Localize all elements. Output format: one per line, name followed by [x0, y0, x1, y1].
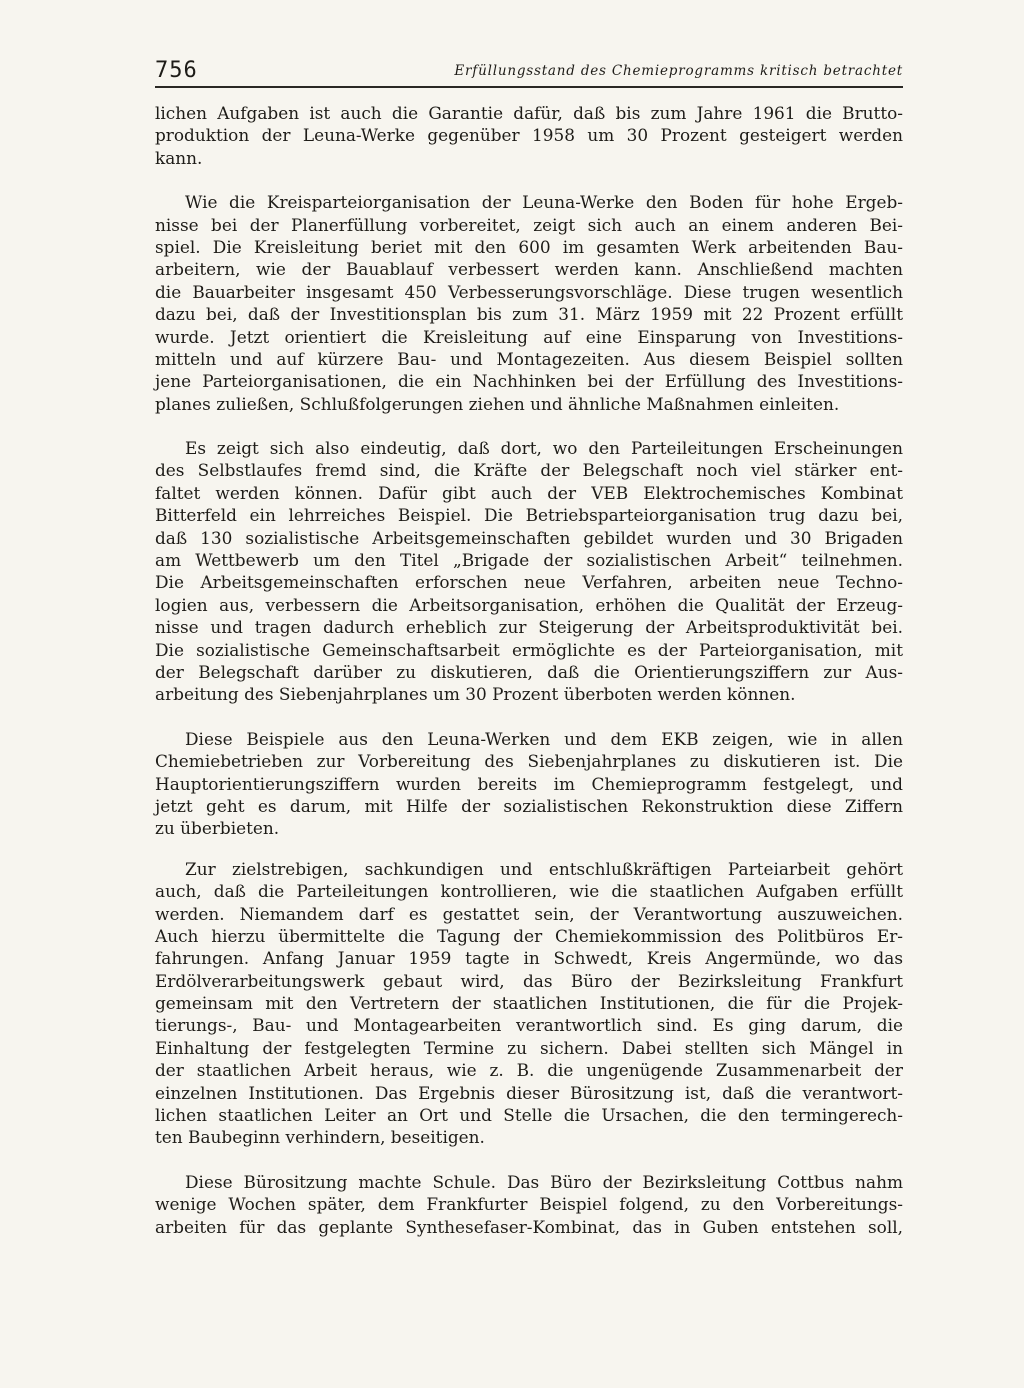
paragraph-6	[155, 1171, 903, 1238]
text-line: spiel. Die Kreisleitung beriet mit den 600 im gesamten Werk arbeitenden Bau-	[155, 236, 903, 257]
text-line: Diese Bürositzung machte Schule. Das Büro der Bezirksleitung Cottbus nahm	[185, 1171, 903, 1192]
text-line: des Selbstlaufes fremd sind, die Kräfte der Belegschaft noch viel stärker ent-	[155, 460, 903, 481]
text-line: werden. Niemandem darf es gestattet sein, der Verantwortung auszuweichen.	[155, 903, 903, 924]
paragraph-3	[155, 437, 903, 706]
running-title: Erfüllungsstand des Chemieprogramms kritisch betrachtet	[454, 63, 903, 79]
text-line: nisse und tragen dadurch erheblich zur Steigerung der Arbeitsproduktivität bei.	[155, 617, 903, 638]
text-line: arbeitung des Siebenjahrplanes um 30 Prozent überboten werden können.	[155, 684, 796, 705]
text-line: die Bauarbeiter insgesamt 450 Verbesserungsvorschläge. Diese trugen wesentlich	[155, 281, 903, 302]
text-line: fahrungen. Anfang Januar 1959 tagte in Schwedt, Kreis Angermünde, wo das	[155, 948, 903, 969]
text-line: nisse bei der Planerfüllung vorbereitet, zeigt sich auch an einem anderen Bei-	[155, 214, 903, 235]
text-line: Auch hierzu übermittelte die Tagung der Chemiekommission des Politbüros Er-	[155, 925, 903, 946]
text-line: faltet werden können. Dafür gibt auch der VEB Elektrochemisches Kombinat	[155, 482, 903, 503]
text-line: ten Baubeginn verhindern, beseitigen.	[155, 1127, 485, 1148]
text-line: am Wettbewerb um den Titel „Brigade der sozialistischen Arbeit“ teilnehmen.	[155, 550, 903, 571]
text-line: Die sozialistische Gemeinschaftsarbeit ermöglichte es der Parteiorganisation, mit	[155, 639, 903, 660]
text-line: der Belegschaft darüber zu diskutieren, daß die Orientierungsziffern zur Aus-	[155, 661, 903, 682]
text-line: wenige Wochen später, dem Frankfurter Beispiel folgend, zu den Vorbereitungs-	[155, 1194, 903, 1215]
text-line: mitteln und auf kürzere Bau- und Montagezeiten. Aus diesem Beispiel sollten	[155, 348, 903, 369]
text-line: Zur zielstrebigen, sachkundigen und entschlußkräftigen Parteiarbeit gehört	[185, 858, 903, 879]
text-line: dazu bei, daß der Investitionsplan bis zum 31. März 1959 mit 22 Prozent erfüllt	[155, 304, 903, 325]
text-line: logien aus, verbessern die Arbeitsorganisation, erhöhen die Qualität der Erzeug-	[155, 594, 903, 615]
text-line: einzelnen Institutionen. Das Ergebnis dieser Bürositzung ist, daß die verantwort-	[155, 1082, 903, 1103]
text-line: produktion der Leuna-Werke gegenüber 1958 um 30 Prozent gesteigert werden	[155, 125, 903, 146]
text-line: wurde. Jetzt orientiert die Kreisleitung auf eine Einsparung von Investitions-	[155, 326, 903, 347]
body-text	[155, 102, 903, 1238]
text-line: jene Parteiorganisationen, die ein Nachhinken bei der Erfüllung des Investitions-	[155, 371, 903, 392]
text-line: Einhaltung der festgelegten Termine zu sichern. Dabei stellten sich Mängel in	[155, 1037, 903, 1058]
text-line: Erdölverarbeitungswerk gebaut wird, das Büro der Bezirksleitung Frankfurt	[155, 970, 903, 991]
paragraph-4	[155, 728, 903, 840]
text-line: Chemiebetrieben zur Vorbereitung des Siebenjahrplanes zu diskutieren ist. Die	[155, 751, 903, 772]
text-line: lichen staatlichen Leiter an Ort und Stelle die Ursachen, die den termingerech-	[155, 1105, 903, 1126]
text-line: lichen Aufgaben ist auch die Garantie dafür, daß bis zum Jahre 1961 die Brutto-	[155, 103, 903, 123]
paragraph-2	[155, 191, 903, 415]
text-line: daß 130 sozialistische Arbeitsgemeinschaften gebildet wurden und 30 Brigaden	[155, 527, 903, 548]
text-line: der staatlichen Arbeit heraus, wie z. B. die ungenügende Zusammenarbeit der	[155, 1060, 903, 1081]
text-line: arbeiten für das geplante Synthesefaser-Kombinat, das in Guben entstehen soll,	[155, 1216, 903, 1237]
text-line: tierungs-, Bau- und Montagearbeiten verantwortlich sind. Es ging darum, die	[155, 1015, 903, 1036]
text-line: Bitterfeld ein lehrreiches Beispiel. Die Betriebsparteiorganisation trug dazu bei,	[155, 505, 903, 526]
paragraph-1	[155, 102, 903, 169]
book-page	[155, 52, 903, 1260]
running-header	[155, 52, 903, 88]
text-line: Hauptorientierungsziffern wurden bereits im Chemieprogramm festgelegt, und	[155, 773, 903, 794]
text-line: arbeitern, wie der Bauablauf verbessert werden kann. Anschließend machten	[155, 259, 903, 280]
text-line: gemeinsam mit den Vertretern der staatlichen Institutionen, die für die Projek-	[155, 993, 903, 1014]
text-line: planes zuließen, Schlußfolgerungen ziehen und ähnliche Maßnahmen einleiten.	[155, 393, 840, 414]
page-number: 756	[155, 58, 198, 83]
text-line: auch, daß die Parteileitungen kontrollieren, wie die staatlichen Aufgaben erfüllt	[155, 881, 903, 902]
paragraph-5	[155, 858, 903, 1149]
text-line: zu überbieten.	[155, 818, 280, 839]
text-line: kann.	[155, 147, 203, 168]
text-line: Wie die Kreisparteiorganisation der Leuna-Werke den Boden für hohe Ergeb-	[185, 192, 903, 213]
text-line: Es zeigt sich also eindeutig, daß dort, wo den Parteileitungen Erscheinungen	[185, 438, 903, 459]
text-line: jetzt geht es darum, mit Hilfe der sozialistischen Rekonstruktion diese Ziffern	[155, 795, 903, 816]
text-line: Die Arbeitsgemeinschaften erforschen neue Verfahren, arbeiten neue Techno-	[155, 572, 903, 593]
text-line: Diese Beispiele aus den Leuna-Werken und dem EKB zeigen, wie in allen	[185, 728, 903, 749]
